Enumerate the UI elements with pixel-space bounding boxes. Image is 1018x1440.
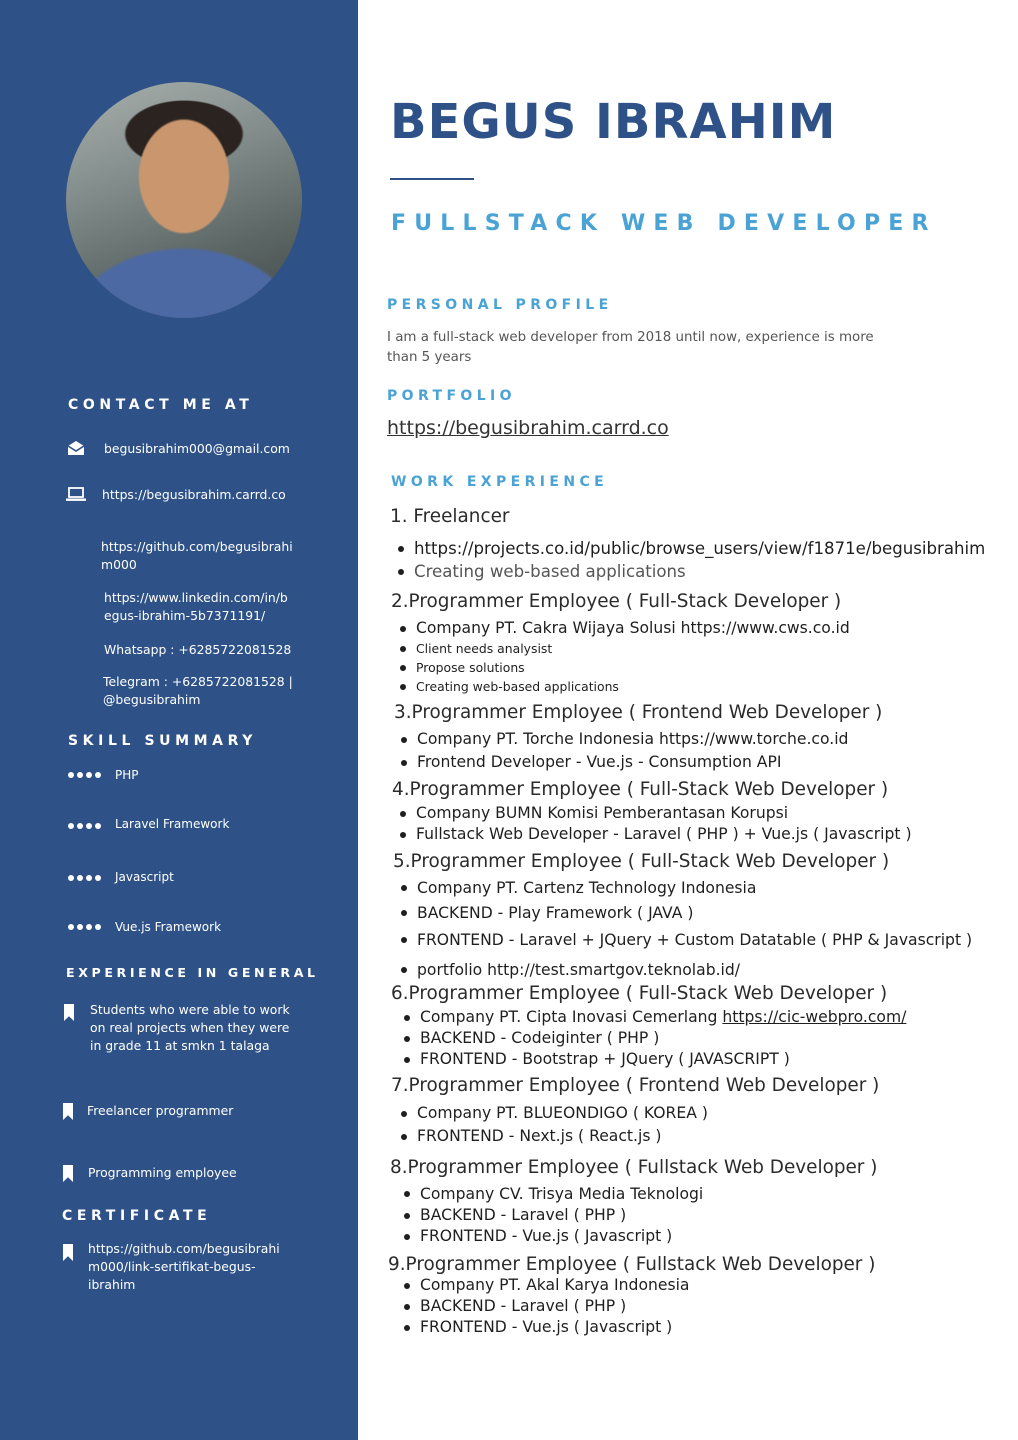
company-link[interactable]: https://cic-webpro.com/ (722, 1008, 907, 1026)
job-detail: Company CV. Trisya Media Teknologi (398, 1183, 703, 1205)
job-detail: FRONTEND - Vue.js ( Javascript ) (398, 1226, 703, 1247)
job-detail[interactable]: https://projects.co.id/public/browse_users/view/f1871e/begusibrahim (392, 537, 985, 560)
job-details (398, 1183, 703, 1247)
job-detail: Company PT. Torche Indonesia https://www.torche.co.id (395, 728, 848, 751)
job-detail: Company PT. BLUEONDIGO ( KOREA ) (395, 1102, 708, 1125)
job-company: Company PT. Cipta Inovasi Cemerlang (420, 1008, 723, 1026)
job-detail: BACKEND - Laravel ( PHP ) (398, 1205, 703, 1226)
job-title: 6.Programmer Employee ( Full-Stack Web Developer ) (391, 983, 888, 1004)
job-details (395, 876, 972, 986)
certificate-heading: CERTIFICATE (62, 1208, 212, 1224)
job-details (398, 1275, 689, 1338)
bookmark-icon (63, 1244, 73, 1261)
job-title: 5.Programmer Employee ( Full-Stack Web Developer ) (393, 851, 890, 872)
job-title: 1. Freelancer (390, 506, 510, 527)
job-title: 9.Programmer Employee ( Fullstack Web Developer ) (388, 1254, 876, 1275)
job-details (394, 803, 912, 845)
job-details (392, 537, 985, 584)
job-details (395, 728, 848, 774)
job-detail (398, 1007, 906, 1028)
portfolio-heading: PORTFOLIO (387, 388, 516, 404)
job-detail: BACKEND - Play Framework ( JAVA ) (395, 900, 972, 926)
bookmark-icon (63, 1103, 73, 1120)
work-experience-heading: WORK EXPERIENCE (391, 474, 609, 490)
job-title: 4.Programmer Employee ( Full-Stack Web Developer ) (392, 779, 889, 800)
job-detail: Fullstack Web Developer - Laravel ( PHP ) + Vue.js ( Javascript ) (394, 824, 912, 845)
job-detail: BACKEND - Codeiginter ( PHP ) (398, 1028, 906, 1049)
job-detail: Company PT. Cakra Wijaya Solusi https://www.cws.co.id (394, 618, 850, 639)
job-detail: FRONTEND - Vue.js ( Javascript ) (398, 1317, 689, 1338)
job-details (398, 1007, 906, 1070)
job-detail: Creating web-based applications (392, 560, 985, 584)
skill-item: PHP (115, 768, 139, 782)
divider (390, 178, 474, 180)
bookmark-icon (64, 1004, 74, 1021)
laptop-icon (66, 487, 86, 502)
experience-item: Students who were able to work on real projects when they were in grade 11 at smkn 1 talaga (90, 1002, 290, 1053)
experience-item: Programming employee (88, 1165, 237, 1180)
skill-item: Vue.js Framework (115, 920, 222, 934)
job-details (395, 1102, 708, 1148)
skill-level-dots-icon (68, 924, 101, 930)
contact-linkedin[interactable]: https://www.linkedin.com/in/b egus-ibrahim-5b7371191/ (104, 590, 288, 623)
contact-website[interactable]: https://begusibrahim.carrd.co (102, 487, 286, 502)
skill-item: Javascript (115, 870, 174, 884)
envelope-icon (67, 440, 85, 456)
certificate-link[interactable]: https://github.com/begusibrahi m000/link-sertifikat-begus-ibrahim (88, 1241, 280, 1292)
contact-telegram: Telegram : +6285722081528 | @begusibrahim (103, 674, 293, 707)
job-detail: Company PT. Akal Karya Indonesia (398, 1275, 689, 1296)
main-content (358, 0, 1018, 1440)
experience-heading: EXPERIENCE IN GENERAL (66, 965, 319, 980)
sidebar (0, 0, 358, 1440)
skill-item: Laravel Framework (115, 817, 230, 831)
skill-level-dots-icon (68, 875, 101, 881)
profile-photo (66, 82, 302, 318)
job-title: 7.Programmer Employee ( Frontend Web Developer ) (391, 1075, 880, 1096)
job-detail: Client needs analysist (394, 639, 850, 658)
skill-level-dots-icon (68, 772, 101, 778)
job-title: 8.Programmer Employee ( Fullstack Web Developer ) (390, 1157, 878, 1178)
job-detail: FRONTEND - Next.js ( React.js ) (395, 1125, 708, 1148)
job-title: 3.Programmer Employee ( Frontend Web Developer ) (394, 702, 883, 723)
profile-text: I am a full-stack web developer from 2018 until now, experience is more than 5 years (387, 330, 874, 365)
experience-item: Freelancer programmer (87, 1103, 234, 1118)
skill-heading: SKILL SUMMARY (68, 733, 257, 749)
contact-email[interactable]: begusibrahim000@gmail.com (104, 441, 290, 456)
job-detail: Propose solutions (394, 658, 850, 677)
job-title: 2.Programmer Employee ( Full-Stack Developer ) (391, 591, 842, 612)
job-details (394, 618, 850, 696)
job-role: FULLSTACK WEB DEVELOPER (391, 211, 937, 236)
job-detail: BACKEND - Laravel ( PHP ) (398, 1296, 689, 1317)
job-detail: Creating web-based applications (394, 677, 850, 696)
portfolio-link[interactable]: https://begusibrahim.carrd.co (387, 417, 669, 439)
contact-whatsapp: Whatsapp : +6285722081528 (104, 642, 292, 657)
job-detail: FRONTEND - Laravel + JQuery + Custom Datatable ( PHP & Javascript ) (395, 926, 972, 954)
profile-heading: PERSONAL PROFILE (387, 297, 613, 313)
job-detail: FRONTEND - Bootstrap + JQuery ( JAVASCRIPT ) (398, 1049, 906, 1070)
contact-github[interactable]: https://github.com/begusibrahi m000 (101, 539, 293, 572)
skill-level-dots-icon (68, 823, 101, 829)
job-detail: Frontend Developer - Vue.js - Consumption API (395, 751, 848, 774)
job-detail: Company PT. Cartenz Technology Indonesia (395, 876, 972, 900)
job-detail[interactable]: portfolio http://test.smartgov.teknolab.id/ (395, 954, 972, 986)
bookmark-icon (63, 1165, 73, 1182)
contact-heading: CONTACT ME AT (68, 397, 254, 413)
candidate-name: BEGUS IBRAHIM (390, 94, 837, 150)
job-detail: Company BUMN Komisi Pemberantasan Korupsi (394, 803, 912, 824)
